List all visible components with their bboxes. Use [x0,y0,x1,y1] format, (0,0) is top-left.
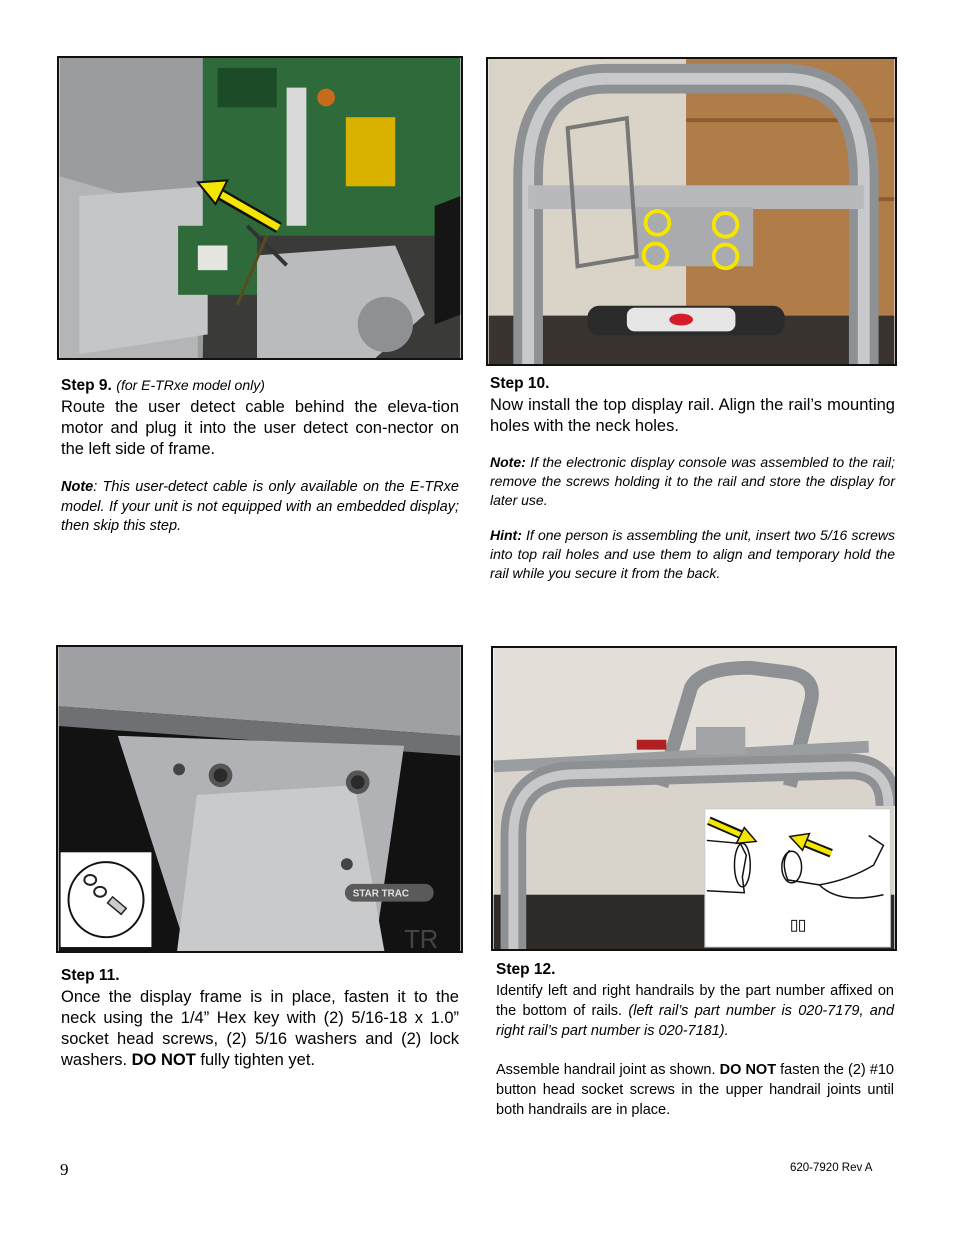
step11-body-end: fully tighten yet. [195,1051,316,1069]
step10-hint-text: If one person is assembling the unit, insert two 5/16 screws into top rail holes and use them to align and temporary hold the rail while you secure it from the back. [490,527,895,581]
step10-hint-label: Hint: [490,527,522,543]
step9-note-label: Note [61,479,94,495]
step12-title: Step 12. [496,961,556,978]
step11-title: Step 11. [61,967,120,984]
step12-photo [491,646,897,951]
step11-body-text: Once the display frame is in place, fasten it to the neck using the 1/4” Hex key with (2) 5/16-18 x 1.0” socket head screws, (2) 5/16 washers and (2) lock washers. [61,988,459,1069]
step11-warning: DO NOT [131,1051,196,1069]
step10-photo-art [488,59,895,364]
step12-part-numbers: (left rail’s part number is 020-7179, and right rail’s part number is 020-7181). [496,1003,895,1039]
brand-logo-text: STAR TRAC [352,888,410,900]
step9-body: Route the user detect cable behind the eleva-tion motor and plug it into the user detect con-nector on the left side of frame. [61,398,459,458]
step9-note-text: : This user-detect cable is only available on the E-TRxe model. If your unit is not equipped with an embedded display; then skip this step. [61,479,459,534]
step10-body: Now install the top display rail. Align the rail’s mounting holes with the neck holes. [490,396,895,435]
step9-section [61,377,459,537]
step12-body1-text: Identify left and right handrails by the part number affixed on the bottom of rails. [496,983,894,1019]
step9-title: Step 9. [61,377,112,394]
brand-partial-text: TR [404,926,439,951]
step10-note [490,453,895,510]
step11-photo [56,645,463,953]
step12-body2-end: fasten the (2) #10 button head socket screws in the upper handrail joints until both handrails are in place. [496,1062,894,1118]
step9-photo-art [59,58,461,358]
step11-section [61,967,459,1071]
step12-body2-text: Assemble handrail joint as shown. [496,1062,720,1078]
step9-subtitle: (for E-TRxe model only) [116,377,265,393]
step12-warning: DO NOT [719,1062,777,1078]
step9-photo [57,56,463,360]
step12-body1 [496,981,894,1041]
step11-body [61,987,459,1071]
step10-title: Step 10. [490,375,550,392]
step12-body2 [496,1060,894,1120]
step10-note-label: Note: [490,454,526,470]
document-number: 620-7920 Rev A [790,1162,873,1174]
step9-note [61,478,459,537]
page-number: 9 [60,1160,69,1179]
step10-note-text: If the electronic display console was assembled to the rail; remove the screws holding it to the rail and store the display for later use. [490,454,895,508]
step11-photo-art [58,647,461,951]
step10-hint [490,526,895,583]
step10-photo [486,57,897,366]
step12-section [496,961,894,1120]
step12-photo-art [493,648,895,949]
step10-section [490,375,895,583]
